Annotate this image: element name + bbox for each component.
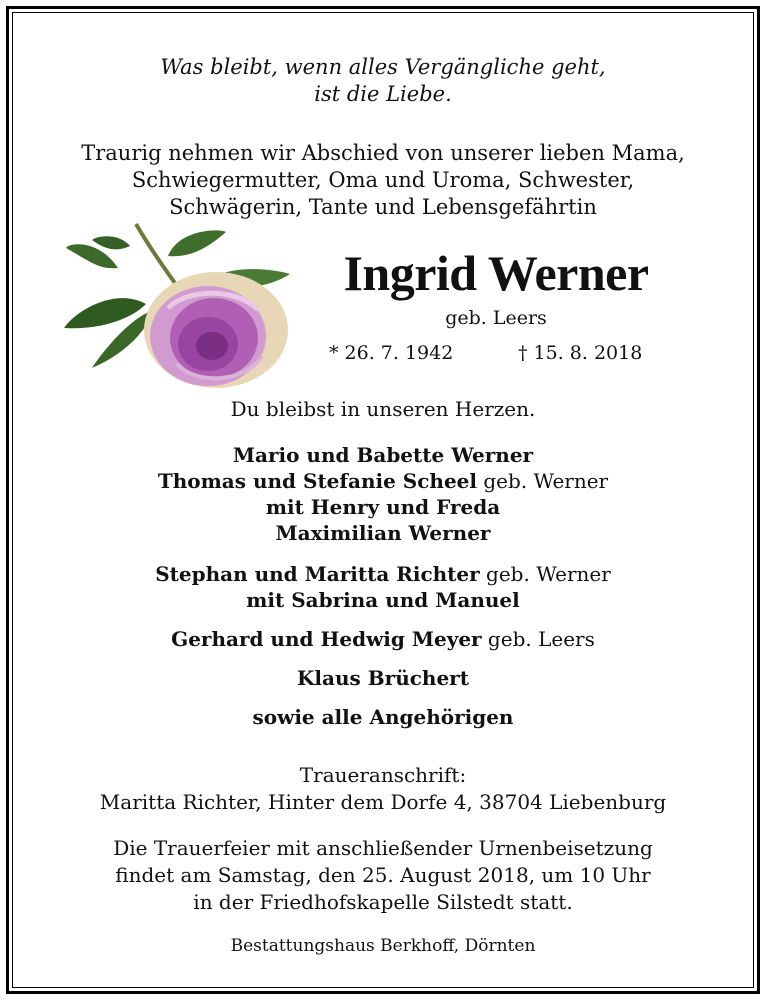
mourner-line	[0, 705, 766, 729]
ceremony-line-1: Die Trauerfeier mit anschließender Urnenbeisetzung	[113, 836, 653, 860]
mourner-name: Klaus Brüchert	[297, 666, 469, 690]
mourner-name: Gerhard und Hedwig Meyer	[171, 627, 482, 651]
intro-line-3: Schwägerin, Tante und Lebensgefährtin	[169, 195, 597, 219]
mourner-name: Maximilian Werner	[275, 521, 491, 545]
mourner-name: Stephan und Maritta Richter	[155, 562, 480, 586]
mourner-name: mit Henry und Freda	[265, 495, 501, 519]
mourner-name: sowie alle Angehörigen	[252, 705, 514, 729]
farewell-line: Du bleibst in unseren Herzen.	[230, 397, 536, 421]
address-label: Traueranschrift:	[299, 763, 467, 787]
mourner-line	[0, 627, 766, 651]
mourner-suffix: geb. Werner	[479, 562, 611, 586]
mourner-line	[0, 469, 766, 493]
deceased-name: Ingrid Werner	[343, 245, 649, 301]
mourner-suffix: geb. Werner	[477, 469, 609, 493]
mourner-line	[0, 588, 766, 612]
mourner-line	[0, 495, 766, 519]
death-date: † 15. 8. 2018	[518, 342, 643, 364]
intro-line-2: Schwiegermutter, Oma und Uroma, Schwester,	[131, 168, 635, 192]
mourner-suffix: geb. Leers	[481, 627, 595, 651]
rose-icon	[58, 218, 320, 394]
ceremony-line-3: in der Friedhofskapelle Silstedt statt.	[193, 890, 573, 914]
mourner-line	[0, 562, 766, 586]
mourner-line	[0, 443, 766, 467]
deceased-maiden-name: geb. Leers	[445, 307, 547, 329]
mourner-line	[0, 666, 766, 690]
address-value: Maritta Richter, Hinter dem Dorfe 4, 38704 Liebenburg	[99, 790, 667, 814]
mourner-name: Mario und Babette Werner	[232, 443, 534, 467]
mourner-line	[0, 521, 766, 545]
motto-line-1: Was bleibt, wenn alles Vergängliche geht,	[160, 55, 606, 79]
mourner-name: mit Sabrina und Manuel	[246, 588, 520, 612]
funeral-home: Bestattungshaus Berkhoff, Dörnten	[230, 936, 536, 956]
ceremony-line-2: findet am Samstag, den 25. August 2018, um 10 Uhr	[115, 863, 651, 887]
birth-date: * 26. 7. 1942	[329, 342, 454, 364]
motto-line-2: ist die Liebe.	[314, 82, 452, 106]
intro-line-1: Traurig nehmen wir Abschied von unserer lieben Mama,	[81, 141, 685, 165]
mourner-name: Thomas und Stefanie Scheel	[157, 469, 477, 493]
